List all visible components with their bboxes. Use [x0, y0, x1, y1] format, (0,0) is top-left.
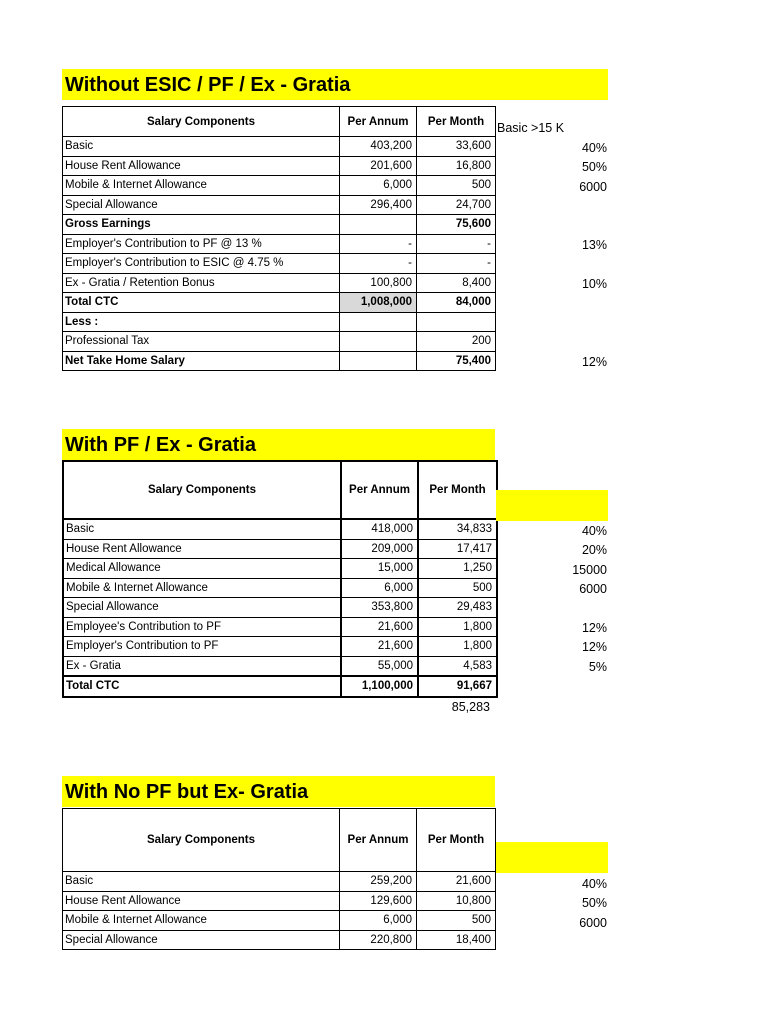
side-value: 13%	[581, 238, 607, 252]
table-row	[63, 539, 497, 559]
table-row	[63, 195, 496, 215]
row-per-month: -	[417, 254, 496, 274]
row-per-annum: 1,008,000	[340, 293, 417, 313]
row-per-annum	[340, 312, 417, 332]
row-per-month	[417, 312, 496, 332]
yellow-highlight-cell	[496, 842, 608, 873]
row-label: Employer's Contribution to ESIC @ 4.75 %	[63, 254, 340, 274]
side-value: 6000	[579, 916, 607, 930]
row-label: Professional Tax	[63, 332, 340, 352]
row-per-annum: 100,800	[340, 273, 417, 293]
table-row	[63, 911, 496, 931]
table-header-row	[63, 809, 496, 872]
table-row	[63, 891, 496, 911]
row-per-month: 16,800	[417, 156, 496, 176]
row-per-month: 84,000	[417, 293, 496, 313]
row-per-annum: 15,000	[341, 559, 418, 579]
section2-title: With PF / Ex - Gratia	[62, 429, 495, 460]
table-row	[63, 234, 496, 254]
row-label: Less :	[63, 312, 340, 332]
table-row	[63, 930, 496, 950]
row-label: Special Allowance	[63, 930, 340, 950]
table-row	[63, 156, 496, 176]
table-header-row	[63, 461, 497, 519]
row-label: Net Take Home Salary	[63, 351, 340, 371]
table-row	[63, 519, 497, 539]
row-per-month: 29,483	[418, 598, 497, 618]
row-per-month: 17,417	[418, 539, 497, 559]
row-per-annum: 6,000	[340, 176, 417, 196]
side-value: 12%	[581, 640, 607, 654]
section2-table	[62, 460, 498, 698]
table-row	[63, 176, 496, 196]
row-per-annum: -	[340, 254, 417, 274]
side-value: 12%	[581, 355, 607, 369]
table-row	[63, 332, 496, 352]
row-per-annum: 220,800	[340, 930, 417, 950]
total-ctc-row	[63, 676, 497, 697]
col-header-per-month: Per Month	[418, 461, 497, 519]
row-label: Special Allowance	[63, 195, 340, 215]
row-label: Special Allowance	[63, 598, 341, 618]
side-value: 6000	[579, 582, 607, 596]
side-value: 6000	[579, 180, 607, 194]
table-row	[63, 273, 496, 293]
row-label: Mobile & Internet Allowance	[63, 578, 341, 598]
table-row	[63, 598, 497, 618]
row-per-annum: 353,800	[341, 598, 418, 618]
row-label: Employer's Contribution to PF	[63, 637, 341, 657]
section1-title: Without ESIC / PF / Ex - Gratia	[62, 69, 608, 100]
row-per-month: 91,667	[418, 676, 497, 697]
row-per-month: 500	[418, 578, 497, 598]
yellow-highlight-cell	[496, 490, 608, 521]
row-per-month: 75,600	[417, 215, 496, 235]
table-row	[63, 254, 496, 274]
table-header-row	[63, 107, 496, 137]
side-value: 40%	[581, 524, 607, 538]
row-per-annum: 6,000	[341, 578, 418, 598]
row-label: Ex - Gratia / Retention Bonus	[63, 273, 340, 293]
row-per-annum: 129,600	[340, 891, 417, 911]
row-label: Basic	[63, 137, 340, 157]
table-row	[63, 137, 496, 157]
row-per-annum: 201,600	[340, 156, 417, 176]
row-label: Basic	[63, 872, 340, 892]
below-total-value: 85,283	[451, 700, 490, 714]
table-row	[63, 312, 496, 332]
side-value: 20%	[581, 543, 607, 557]
row-label: House Rent Allowance	[63, 156, 340, 176]
row-label: Basic	[63, 519, 341, 539]
row-per-annum	[340, 351, 417, 371]
row-per-annum: 403,200	[340, 137, 417, 157]
side-value: 50%	[581, 896, 607, 910]
row-per-month: 500	[417, 911, 496, 931]
row-per-annum: 21,600	[341, 637, 418, 657]
table-row	[63, 637, 497, 657]
row-per-month: 34,833	[418, 519, 497, 539]
row-per-month: 75,400	[417, 351, 496, 371]
row-label: Medical Allowance	[63, 559, 341, 579]
row-per-month: 4,583	[418, 656, 497, 676]
row-per-month: -	[417, 234, 496, 254]
row-label: Total CTC	[63, 293, 340, 313]
row-per-month: 1,250	[418, 559, 497, 579]
total-ctc-row	[63, 293, 496, 313]
row-label: Total CTC	[63, 676, 341, 697]
row-per-month: 21,600	[417, 872, 496, 892]
row-per-month: 10,800	[417, 891, 496, 911]
row-per-annum	[340, 215, 417, 235]
row-label: Employer's Contribution to PF @ 13 %	[63, 234, 340, 254]
row-label: Ex - Gratia	[63, 656, 341, 676]
col-header-per-annum: Per Annum	[340, 107, 417, 137]
row-label: Mobile & Internet Allowance	[63, 911, 340, 931]
row-label: House Rent Allowance	[63, 539, 341, 559]
row-per-month: 8,400	[417, 273, 496, 293]
row-per-annum: 209,000	[341, 539, 418, 559]
row-per-annum	[340, 332, 417, 352]
row-per-month: 24,700	[417, 195, 496, 215]
row-per-month: 1,800	[418, 617, 497, 637]
side-value: 10%	[581, 277, 607, 291]
side-value: 5%	[588, 660, 607, 674]
table-row	[63, 617, 497, 637]
row-per-month: 200	[417, 332, 496, 352]
row-per-annum: 6,000	[340, 911, 417, 931]
row-per-annum: 55,000	[341, 656, 418, 676]
row-per-annum: 21,600	[341, 617, 418, 637]
section3-table	[62, 808, 496, 950]
col-header-per-month: Per Month	[417, 107, 496, 137]
row-per-annum: 1,100,000	[341, 676, 418, 697]
side-value: 12%	[581, 621, 607, 635]
section3-title: With No PF but Ex- Gratia	[62, 776, 495, 807]
side-value: 15000	[572, 563, 607, 577]
col-header-components: Salary Components	[63, 809, 340, 872]
col-header-per-month: Per Month	[417, 809, 496, 872]
row-per-month: 33,600	[417, 137, 496, 157]
row-per-annum: 296,400	[340, 195, 417, 215]
side-value: 50%	[581, 160, 607, 174]
basic-note: Basic >15 K	[497, 121, 565, 135]
row-label: Mobile & Internet Allowance	[63, 176, 340, 196]
table-row	[63, 872, 496, 892]
row-per-annum: -	[340, 234, 417, 254]
col-header-per-annum: Per Annum	[340, 809, 417, 872]
col-header-components: Salary Components	[63, 461, 341, 519]
row-per-month: 18,400	[417, 930, 496, 950]
table-row	[63, 578, 497, 598]
table-row	[63, 215, 496, 235]
row-label: Gross Earnings	[63, 215, 340, 235]
row-per-annum: 259,200	[340, 872, 417, 892]
side-value: 40%	[581, 877, 607, 891]
col-header-components: Salary Components	[63, 107, 340, 137]
row-per-month: 1,800	[418, 637, 497, 657]
row-per-month: 500	[417, 176, 496, 196]
section1-table	[62, 106, 496, 371]
row-per-annum: 418,000	[341, 519, 418, 539]
side-value: 40%	[581, 141, 607, 155]
col-header-per-annum: Per Annum	[341, 461, 418, 519]
table-row	[63, 559, 497, 579]
net-take-home-row	[63, 351, 496, 371]
row-label: House Rent Allowance	[63, 891, 340, 911]
row-label: Employee's Contribution to PF	[63, 617, 341, 637]
table-row	[63, 656, 497, 676]
